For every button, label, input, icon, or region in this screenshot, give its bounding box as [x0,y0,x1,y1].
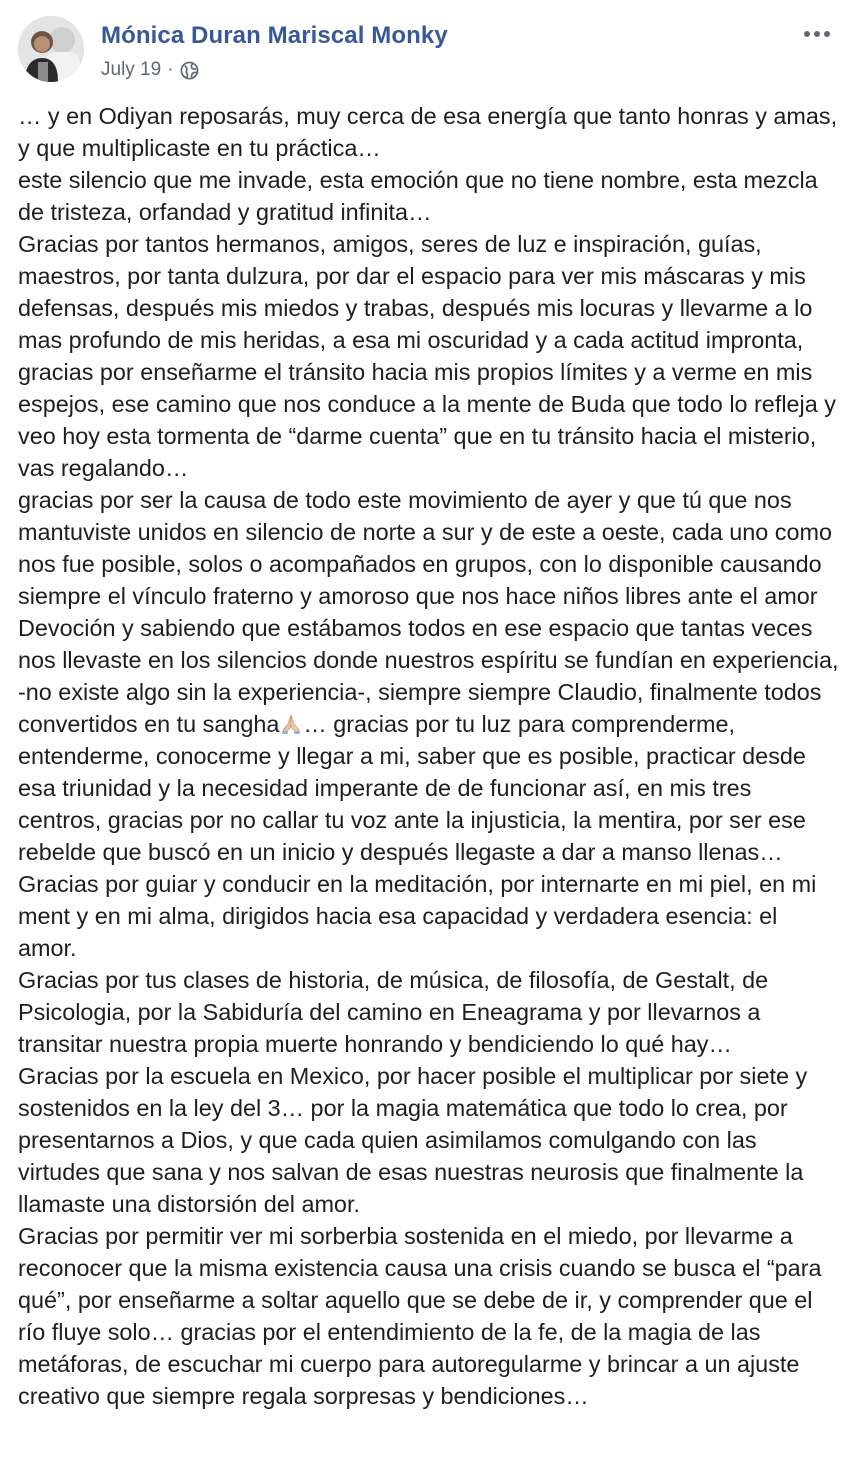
post-paragraph: Gracias por tantos hermanos, amigos, seres de luz e inspiración, guías, maestros, por tanta dulzura, por dar el espacio para ver mis máscaras y mis defensas, después mis miedos y trabas, después mis locuras y llevarme a lo mas profundo de mis heridas, a esa mi oscuridad y a cada actitud impronta, gracias por enseñarme el tránsito hacia mis propios límites y a verme en mis espejos, ese camino que nos conduce a la mente de Buda que todo lo refleja y veo hoy esta tormenta de “darme cuenta” que en tu tránsito hacia el misterio, vas regalando… [18,231,836,481]
post-paragraph: … y en Odiyan reposarás, muy cerca de esa energía que tanto honras y amas, y que multiplicaste en tu práctica… [18,103,838,161]
post-meta [101,58,199,82]
more-dots-icon [803,30,831,38]
post-paragraph: Gracias por permitir ver mi sorberbia sostenida en el miedo, por llevarme a reconocer que la misma existencia causa una crisis cuando se busca el “para qué”, por enseñarme a soltar aquello que se debe de ir, y comprender que el río fluye solo… gracias por el entendimiento de la fe, de la magia de las metáforas, de escuchar mi cuerpo para autoregularme y brincar a un ajuste creativo que siempre regala sorpresas y bendiciones… [18,1223,822,1409]
post-paragraph: Gracias por la escuela en Mexico, por hacer posible el multiplicar por siete y sostenidos en la ley del 3… por la magia matemática que todo lo crea, por presentarnos a Dios, y que cada quien asimilamos comulgando con las virtudes que sana y nos salvan de esas nuestras neurosis que finalmente la llamaste una distorsión del amor. [18,1063,808,1217]
avatar-photo [18,16,84,82]
author-name[interactable]: Mónica Duran Mariscal Monky [101,22,448,49]
praying-hands-icon [280,711,302,733]
post-text-segment: gracias por ser la causa de todo este movimiento de ayer y que tú que nos mantuviste unidos en silencio de norte a sur y de este a oeste, cada uno como nos fue posible, solos o acompañados en grupos, con lo disponible causando siempre el vínculo fraterno y amoroso que nos hace niños libres ante el amor Devoción y sabiendo que estábamos todos en ese espacio que tantas veces nos llevaste en los silencios donde nuestros espíritu se fundían en experiencia, -no existe algo sin la experiencia-, siempre siempre Claudio, finalmente todos convertidos en tu sangha [18,487,839,737]
post-date[interactable]: July 19 [101,59,162,80]
post-paragraph-with-emoji [18,484,840,964]
post-paragraph: Gracias por tus clases de historia, de música, de filosofía, de Gestalt, de Psicologia, por la Sabiduría del camino en Eneagrama y por llevarnos a transitar nuestra propia muerte honrando y bendiciendo lo qué hay… [18,967,769,1057]
post-paragraph: este silencio que me invade, esta emoción que no tiene nombre, esta mezcla de tristeza, orfandad y gratitud infinita… [18,167,818,225]
post-header [0,0,848,96]
post-text [18,100,840,1412]
globe-icon[interactable] [180,61,199,80]
post-text-segment: … gracias por tu luz para comprenderme, entenderme, conocerme y llegar a mi, saber que es posible, practicar desde esa triunidad y la necesidad imperante de de funcionar así, en mis tres centros, gracias por no callar tu voz ante la injusticia, la mentira, por ser ese rebelde que buscó en un inicio y después llegaste a dar a manso llenas… Gracias por guiar y conducir en la meditación, por internarte en mi piel, en mi ment y en mi alma, dirigidos hacia esa capacidad y verdadera esencia: el amor. [18,711,817,961]
more-options-button[interactable] [800,20,834,48]
meta-separator: · [167,59,174,80]
author-avatar[interactable] [18,16,84,82]
